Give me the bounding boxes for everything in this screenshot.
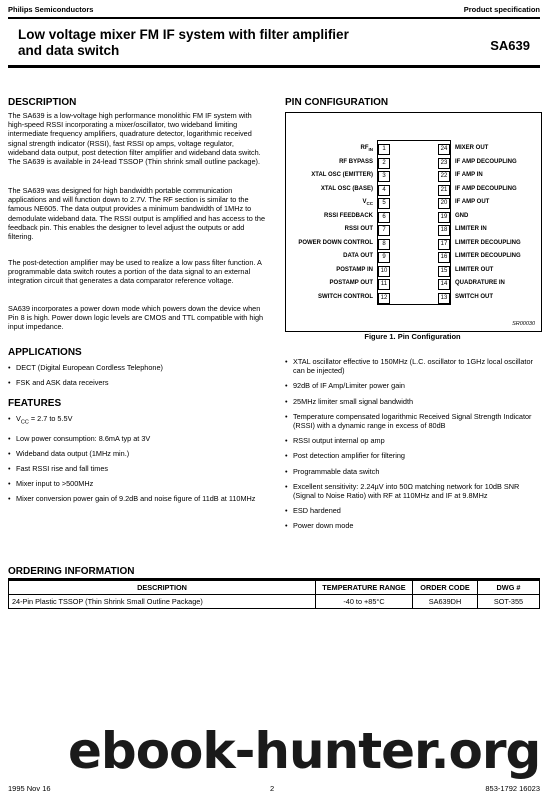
- list-item: • Fast RSSI rise and fall times: [8, 464, 109, 474]
- pin-label: IF AMP IN: [455, 172, 483, 178]
- pin-label: LIMITER IN: [455, 226, 487, 232]
- cell-order-code: SA639DH: [413, 595, 478, 609]
- title-line-2: and data switch: [18, 43, 120, 58]
- pin-label: MIXER OUT: [455, 145, 489, 151]
- description-para-4: SA639 incorporates a power down mode which powers down the device when Pin 8 is high. Power down logic levels are CMOS and TTL compatible with high input impedance.: [8, 304, 264, 332]
- pin-config-heading: PIN CONFIGURATION: [285, 97, 389, 108]
- ordering-heading: ORDERING INFORMATION: [8, 566, 135, 577]
- header-rule: [8, 17, 540, 19]
- title-rule: [8, 65, 540, 68]
- list-item: • Programmable data switch: [285, 466, 380, 476]
- list-item: • Temperature compensated logarithmic Received Signal Strength Indicator (RSSI) with a dynamic range in excess of 80dB: [285, 411, 532, 431]
- features-heading: FEATURES: [8, 398, 62, 409]
- pin-number: 16: [438, 252, 450, 263]
- pin-number: 7: [378, 225, 390, 236]
- pin-number: 19: [438, 212, 450, 223]
- figure-code: SR00030: [512, 321, 535, 327]
- cell-description: 24-Pin Plastic TSSOP (Thin Shrink Small Outline Package): [9, 595, 316, 609]
- pin-number: 20: [438, 198, 450, 209]
- watermark: ebook-hunter.org: [68, 722, 541, 780]
- pin-label: SWITCH CONTROL: [318, 293, 373, 300]
- pin-number: 13: [438, 293, 450, 304]
- pin-label: IF AMP DECOUPLING: [455, 185, 517, 192]
- col-description: DESCRIPTION: [9, 581, 316, 595]
- pin-number: 8: [378, 239, 390, 250]
- pin-number: 15: [438, 266, 450, 277]
- table-header-row: [9, 581, 540, 595]
- features-list-right: [285, 357, 540, 531]
- pin-number: 5: [378, 198, 390, 209]
- cell-temperature: -40 to +85°C: [316, 595, 413, 609]
- pin-label: XTAL OSC (EMITTER): [311, 172, 373, 178]
- list-item: • XTAL oscillator effective to 150MHz (L.C. oscillator to 1GHz local oscillator can be injected): [285, 357, 533, 376]
- description-para-1: The SA639 is a low-voltage high performance monolithic FM IF system with high-speed RSSI incorporating a mixer/oscillator, two wideband limiting intermediate frequency amplifiers, quadrature detector, logarithmic received signal strength indicator (RSSI), fast RSSI op amps, voltage regulator, wideband data output, post detection filter amplifier and wideband data switch. The SA639 is available in 24-lead TSSOP (Thin shrink small outline package).: [8, 111, 261, 167]
- pin-number: 21: [438, 185, 450, 196]
- list-item: • Power down mode: [285, 521, 354, 531]
- list-item: • RSSI output internal op amp: [285, 436, 385, 446]
- pin-label: IF AMP OUT: [455, 199, 490, 205]
- pin-label: GND: [455, 212, 469, 219]
- pin-label: QUADRATURE IN: [455, 280, 505, 286]
- pin-label: POSTAMP OUT: [329, 280, 373, 286]
- figure-caption: Figure 1. Pin Configuration: [364, 332, 461, 341]
- applications-heading: APPLICATIONS: [8, 347, 82, 358]
- pin-number: 4: [378, 185, 390, 196]
- pin-label: POSTAMP IN: [336, 266, 373, 273]
- list-item: • Mixer input to >500MHz: [8, 479, 94, 489]
- pin-label: $V_{CC}$: [362, 199, 373, 207]
- pin-number: 23: [438, 158, 450, 169]
- pin-number: 17: [438, 239, 450, 250]
- pin-number: 10: [378, 266, 390, 277]
- description-para-2: The SA639 was designed for high bandwidth portable communication applications and will function down to 2.7V. The RF section is similar to the famous NE605. The data output provides a minimum bandwidth of 1MHz to demodulate wideband data. The RSSI output is amplified and has access to the feedback pin. This enables the designer to level adjust the outputs or add filtering.: [8, 186, 266, 242]
- col-temperature: TEMPERATURE RANGE: [316, 581, 413, 595]
- pin-label: RSSI OUT: [344, 226, 373, 232]
- pin-number: 24: [438, 144, 450, 155]
- pin-number: 11: [378, 279, 390, 290]
- list-item: • FSK and ASK data receivers: [8, 378, 109, 388]
- pin-number: 1: [378, 144, 390, 155]
- features-list: [8, 414, 266, 504]
- pin-label: LIMITER DECOUPLING: [455, 239, 521, 246]
- pin-number: 6: [378, 212, 390, 223]
- page-number: 2: [270, 784, 275, 793]
- col-order-code: ORDER CODE: [413, 581, 478, 595]
- pin-label: DATA OUT: [343, 253, 373, 259]
- pin-diagram-frame: [285, 112, 542, 332]
- list-item: • Low power consumption: 8.6mA typ at 3V: [8, 433, 151, 443]
- table-row: [9, 595, 540, 609]
- pin-label: RF BYPASS: [339, 158, 373, 165]
- pin-number: 2: [378, 158, 390, 169]
- pin-label: RSSI FEEDBACK: [323, 212, 373, 219]
- list-item: • 25MHz limiter small signal bandwidth: [285, 396, 414, 406]
- company-name: Philips Semiconductors: [8, 5, 94, 14]
- pin-number: 12: [378, 293, 390, 304]
- doc-type: Product specification: [463, 5, 540, 14]
- description-heading: DESCRIPTION: [8, 97, 77, 108]
- pin-label: $RF_{IN}$: [360, 145, 373, 153]
- applications-list: [8, 363, 266, 387]
- list-item: • Excellent sensitivity: 2.24µV into 50Ω matching network for 10dB SNR (Signal to Noise Ratio) with RF at 110MHz and IF at 9.8MHz: [285, 481, 520, 501]
- footer-code: 853-1792 16023: [485, 784, 540, 793]
- pin-label: LIMITER OUT: [455, 266, 494, 273]
- footer-date: 1995 Nov 16: [8, 784, 51, 793]
- pin-label: XTAL OSC (BASE): [320, 185, 373, 192]
- pin-label: IF AMP DECOUPLING: [455, 158, 517, 165]
- list-item: • 92dB of IF Amp/Limiter power gain: [285, 381, 405, 391]
- pin-number: 18: [438, 225, 450, 236]
- title-line-1: Low voltage mixer FM IF system with filter amplifier: [18, 27, 349, 42]
- page-title: [18, 27, 398, 59]
- pin-label: SWITCH OUT: [455, 293, 493, 300]
- pin-label: LIMITER DECOUPLING: [455, 253, 521, 259]
- description-para-3: The post-detection amplifier may be used to realize a low pass filter function. A programmable data switch routes a portion of the data signal to an external integration circuit that generates a data comparator reference voltage.: [8, 258, 262, 286]
- list-item: • $V_{CC} = 2.7$ to 5.5V: [8, 414, 73, 426]
- cell-dwg: SOT-355: [478, 595, 540, 609]
- ordering-table: [8, 580, 540, 609]
- list-item: • ESD hardened: [285, 506, 341, 516]
- list-item: • Post detection amplifier for filtering: [285, 451, 405, 461]
- list-item: • Wideband data output (1MHz min.): [8, 448, 130, 458]
- list-item: • Mixer conversion power gain of 9.2dB and noise figure of 11dB at 110MHz: [8, 494, 256, 504]
- pin-label: POWER DOWN CONTROL: [298, 239, 373, 246]
- pin-number: 3: [378, 171, 390, 182]
- pin-number: 22: [438, 171, 450, 182]
- pin-number: 9: [378, 252, 390, 263]
- col-dwg: DWG #: [478, 581, 540, 595]
- part-number: SA639: [490, 38, 530, 53]
- list-item: • DECT (Digital European Cordless Telephone): [8, 363, 163, 372]
- pin-number: 14: [438, 279, 450, 290]
